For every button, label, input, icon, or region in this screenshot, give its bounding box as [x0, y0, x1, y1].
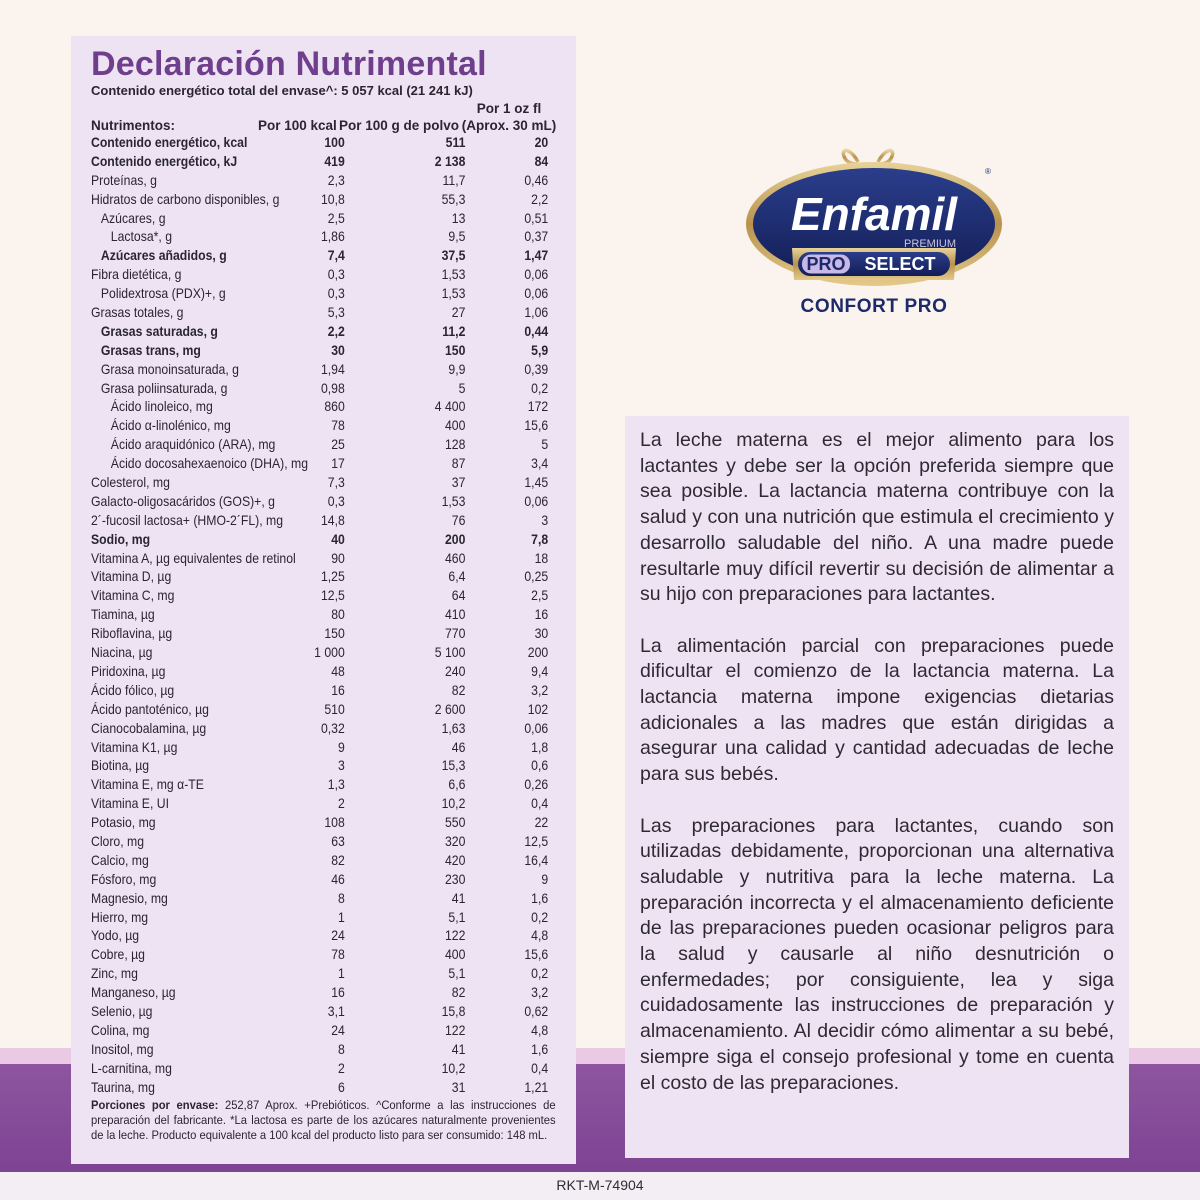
logo-brand: Enfamil: [790, 188, 958, 240]
value-per-100g: 6,6: [448, 777, 466, 793]
value-per-oz: 0,06: [524, 720, 549, 736]
nutrient-label: Grasas trans, mg: [100, 342, 201, 358]
value-per-100kcal: 30: [331, 342, 345, 358]
value-per-oz: 9,4: [531, 663, 549, 679]
value-per-oz: 15,6: [524, 418, 549, 434]
value-per-100g: 2 600: [434, 701, 466, 717]
nutrient-row: [91, 682, 564, 701]
nutrient-label: Azúcares, g: [100, 210, 166, 226]
logo-graphic: [746, 140, 1008, 330]
value-per-100kcal: 1,94: [320, 361, 345, 377]
value-per-100kcal: 12,5: [320, 588, 345, 604]
nutrient-label: Hidratos de carbono disponibles, g: [91, 191, 280, 207]
header-per-100kcal: Por 100 kcal: [258, 118, 337, 133]
value-per-100g: 10,2: [441, 1060, 466, 1076]
nutrient-row: [91, 266, 564, 285]
breastfeeding-notice: [625, 416, 1129, 1158]
nutrient-label: Proteínas, g: [91, 172, 157, 188]
value-per-oz: 2,5: [531, 588, 549, 604]
value-per-100kcal: 40: [331, 531, 345, 547]
nutrient-row: [91, 890, 564, 909]
nutrient-label: Riboflavina, µg: [91, 626, 173, 642]
value-per-oz: 0,2: [531, 909, 549, 925]
value-per-oz: 12,5: [524, 833, 549, 849]
value-per-100kcal: 78: [331, 418, 345, 434]
value-per-oz: 0,4: [531, 1060, 549, 1076]
header-per-100g: Por 100 g de polvo: [339, 118, 460, 133]
nutrient-row: [91, 417, 564, 436]
nutrient-row: [91, 644, 564, 663]
value-per-oz: 0,6: [531, 758, 549, 774]
footnote-bold: Porciones por envase:: [91, 1097, 219, 1112]
nutrient-label: Vitamina K1, µg: [91, 739, 178, 755]
value-per-oz: 0,44: [524, 323, 549, 339]
nutrient-row: [91, 285, 564, 304]
nutrient-row: [91, 134, 564, 153]
value-per-100kcal: 46: [331, 871, 345, 887]
nutrient-row: [91, 512, 564, 531]
value-per-oz: 0,06: [524, 286, 549, 302]
nutrient-label: Biotina, µg: [91, 758, 150, 774]
value-per-oz: 1,06: [524, 305, 549, 321]
value-per-100g: 511: [445, 135, 466, 150]
nutrient-label: Piridoxina, µg: [91, 663, 166, 679]
logo-pro: PRO: [806, 254, 846, 274]
value-per-100kcal: 5,3: [327, 305, 345, 321]
value-per-100kcal: 1,3: [327, 777, 345, 793]
value-per-100g: 5 100: [434, 645, 466, 661]
nutrient-label: Colesterol, mg: [91, 475, 170, 491]
value-per-100g: 15,3: [441, 758, 466, 774]
value-per-100g: 200: [444, 531, 466, 547]
value-per-100kcal: 2,5: [327, 210, 345, 226]
value-per-oz: 0,62: [524, 1003, 549, 1019]
value-per-oz: 172: [527, 399, 549, 415]
value-per-oz: 1,21: [524, 1079, 549, 1095]
value-per-100kcal: 510: [324, 701, 345, 717]
nutrient-row: [91, 380, 564, 399]
nutrient-row: [91, 493, 564, 512]
value-per-100kcal: 25: [331, 437, 345, 453]
nutrient-row: [91, 172, 564, 191]
nutrient-row: [91, 927, 564, 946]
nutrient-row: [91, 701, 564, 720]
nutrient-label: Ácido α-linolénico, mg: [110, 418, 231, 434]
value-per-100kcal: 48: [331, 663, 345, 679]
nutrient-row: [91, 323, 564, 342]
nutrient-label: Hierro, mg: [91, 909, 149, 925]
nutrient-row: [91, 210, 564, 229]
nutrient-label: Ácido pantoténico, µg: [91, 701, 209, 717]
value-per-oz: 22: [534, 815, 549, 831]
value-per-100g: 2 138: [434, 153, 466, 169]
nutrient-label: Cobre, µg: [91, 947, 145, 963]
nutrient-label: Vitamina C, mg: [91, 588, 175, 604]
nutrient-label: Cianocobalamina, µg: [91, 720, 207, 736]
nutrient-label: Contenido energético, kJ: [91, 153, 238, 169]
value-per-oz: 0,26: [524, 777, 549, 793]
value-per-100kcal: 7,3: [327, 475, 345, 491]
nutrient-row: [91, 531, 564, 550]
nutrient-label: Sodio, mg: [91, 531, 151, 547]
header-per-oz-line2: (Aprox. 30 mL): [461, 118, 557, 133]
value-per-100kcal: 2: [337, 796, 345, 812]
nutrient-row: [91, 1041, 564, 1060]
value-per-100g: 320: [444, 833, 466, 849]
value-per-100kcal: 0,3: [327, 493, 345, 509]
logo-premium: PREMIUM: [904, 238, 956, 250]
value-per-100kcal: 14,8: [320, 512, 345, 528]
nutrient-label: Grasa poliinsaturada, g: [100, 380, 228, 396]
value-per-oz: 84: [534, 153, 549, 169]
value-per-100kcal: 10,8: [320, 191, 345, 207]
logo-select: SELECT: [864, 254, 936, 274]
value-per-oz: 3,4: [531, 456, 549, 472]
value-per-100kcal: 17: [331, 456, 345, 472]
value-per-100g: 400: [444, 418, 466, 434]
nutrient-label: Cloro, mg: [91, 833, 145, 849]
value-per-100g: 55,3: [441, 191, 466, 207]
value-per-oz: 18: [534, 550, 549, 566]
value-per-oz: 1,6: [531, 890, 549, 906]
enfamil-logo: [746, 140, 1008, 330]
value-per-100kcal: 16: [331, 682, 345, 698]
value-per-oz: 1,47: [524, 248, 549, 264]
nutrient-row: [91, 663, 564, 682]
nutrient-label: Grasas totales, g: [91, 305, 184, 321]
value-per-oz: 20: [534, 135, 549, 150]
value-per-100g: 13: [451, 210, 466, 226]
nutrient-label: Grasas saturadas, g: [100, 323, 218, 339]
nutrient-label: Vitamina E, mg α-TE: [91, 777, 204, 793]
nutrient-label: Inositol, mg: [91, 1041, 154, 1057]
nutrient-row: [91, 550, 564, 569]
nutrient-row: [91, 153, 564, 172]
value-per-100g: 4 400: [434, 399, 466, 415]
value-per-oz: 15,6: [524, 947, 549, 963]
value-per-oz: 0,46: [524, 172, 549, 188]
header-nutrients: Nutrimentos:: [91, 118, 175, 133]
value-per-100g: 1,53: [441, 493, 466, 509]
nutrient-row: [91, 1060, 564, 1079]
value-per-100g: 5,1: [448, 966, 466, 982]
nutrient-row: [91, 247, 564, 266]
nutrient-label: L-carnitina, mg: [91, 1060, 172, 1076]
nutrient-row: [91, 739, 564, 758]
value-per-100g: 11,7: [442, 172, 466, 188]
value-per-100kcal: 90: [331, 550, 345, 566]
value-per-oz: 0,37: [524, 229, 549, 245]
value-per-100kcal: 78: [331, 947, 345, 963]
value-per-oz: 0,2: [531, 966, 549, 982]
nutrient-label: Galacto-oligosacáridos (GOS)+, g: [91, 493, 275, 509]
value-per-100kcal: 6: [337, 1079, 345, 1095]
value-per-100g: 15,8: [441, 1003, 466, 1019]
value-per-oz: 16: [534, 607, 549, 623]
value-per-oz: 0,4: [531, 796, 549, 812]
nutrient-label: Ácido linoleico, mg: [110, 399, 213, 415]
header-per-oz-line1: Por 1 oz fl: [476, 101, 542, 116]
value-per-100g: 460: [444, 550, 466, 566]
nutrient-label: Manganeso, µg: [91, 985, 176, 1001]
value-per-oz: 0,51: [524, 210, 549, 226]
nutrient-label: Potasio, mg: [91, 815, 156, 831]
nutrient-row: [91, 361, 564, 380]
value-per-100g: 31: [451, 1079, 466, 1095]
total-energy-line: Contenido energético total del envase^: 5 057 kcal (21 241 kJ): [91, 83, 473, 98]
value-per-100g: 1,53: [441, 286, 466, 302]
nutrient-label: Polidextrosa (PDX)+, g: [100, 286, 226, 302]
nutrient-label: Fibra dietética, g: [91, 267, 182, 283]
notice-paragraph-2: La alimentación parcial con preparaciones puede dificultar el comienzo de la lactancia materna. La lactancia materna impone exigencias dietarias adicionales a las madres que están dirigidas a asegurar una calidad y cantidad adecuadas de leche para sus bebés.: [640, 634, 1114, 786]
nutrient-row: [91, 625, 564, 644]
nutrient-row: [91, 871, 564, 890]
nutrient-row: [91, 984, 564, 1003]
nutrient-row: [91, 455, 564, 474]
value-per-100g: 1,53: [441, 267, 466, 283]
nutrient-row: [91, 1022, 564, 1041]
value-per-100kcal: 2,2: [327, 323, 345, 339]
value-per-oz: 1,6: [531, 1041, 549, 1057]
value-per-oz: 5,9: [531, 342, 549, 358]
value-per-100g: 122: [444, 928, 466, 944]
nutrient-row: [91, 474, 564, 493]
value-per-100g: 420: [444, 852, 466, 868]
value-per-100kcal: 1,86: [320, 229, 345, 245]
value-per-100kcal: 16: [331, 985, 345, 1001]
nutrient-row: [91, 795, 564, 814]
value-per-oz: 2,2: [531, 191, 549, 207]
footnote-text: 252,87 Aprox. +Prebióticos. ^Conforme a las instrucciones de preparación del fabricante. *La lactosa es parte de los azúcares naturalmente provenientes de la leche. Producto equivalente a 100 kcal del producto listo para ser consumido: 148 mL.: [91, 1097, 556, 1142]
notice-paragraph-1: La leche materna es el mejor alimento para los lactantes y debe ser la opción preferida siempre que sea posible. La lactancia materna contribuye con la salud y con una nutrición que estimula el crecimiento y desarrollo saludable del niño. A una madre puede resultarle muy difícil revertir su decisión de alimentar a su hijo con preparaciones para lactantes.: [640, 429, 1114, 606]
value-per-oz: 102: [527, 701, 549, 717]
value-per-oz: 0,06: [524, 493, 549, 509]
footnote: [91, 1098, 556, 1143]
value-per-100kcal: 8: [337, 890, 345, 906]
value-per-100kcal: 8: [337, 1041, 345, 1057]
value-per-oz: 0,39: [524, 361, 549, 377]
value-per-oz: 7,8: [531, 531, 549, 547]
value-per-oz: 5: [541, 437, 549, 453]
value-per-100kcal: 0,98: [320, 380, 345, 396]
logo-subline: CONFORT PRO: [800, 296, 948, 317]
value-per-100g: 5,1: [448, 909, 466, 925]
product-code: RKT-M-74904: [556, 1177, 644, 1193]
value-per-100kcal: 1,25: [320, 569, 345, 585]
value-per-100g: 770: [444, 626, 466, 642]
nutrient-label: Ácido docosahexaenoico (DHA), mg: [110, 456, 309, 472]
nutrient-label: Calcio, mg: [91, 852, 149, 868]
value-per-100g: 150: [444, 342, 466, 358]
value-per-oz: 3,2: [531, 682, 549, 698]
value-per-oz: 9: [541, 871, 549, 887]
nutrient-label: Vitamina D, µg: [91, 569, 172, 585]
value-per-100g: 550: [444, 815, 466, 831]
nutrient-label: Ácido fólico, µg: [91, 682, 175, 698]
nutrient-table: [91, 134, 564, 1098]
value-per-100kcal: 0,3: [327, 286, 345, 302]
value-per-100kcal: 24: [331, 1022, 345, 1038]
nutrient-row: [91, 720, 564, 739]
value-per-100kcal: 24: [331, 928, 345, 944]
registered-mark: ®: [985, 167, 991, 176]
value-per-oz: 3: [541, 512, 549, 528]
value-per-100kcal: 0,32: [320, 720, 345, 736]
value-per-100g: 76: [451, 512, 466, 528]
value-per-100kcal: 63: [331, 833, 345, 849]
nutrient-row: [91, 814, 564, 833]
nutrient-label: Zinc, mg: [91, 966, 138, 982]
value-per-100g: 9,9: [448, 361, 466, 377]
nutrient-label: Yodo, µg: [91, 928, 140, 944]
nutrient-row: [91, 776, 564, 795]
value-per-100kcal: 2,3: [327, 172, 345, 188]
value-per-100g: 122: [444, 1022, 466, 1038]
nutrient-row: [91, 304, 564, 323]
nutrient-label: Tiamina, µg: [91, 607, 155, 623]
value-per-100kcal: 3: [337, 758, 345, 774]
value-per-100kcal: 150: [324, 626, 345, 642]
value-per-100g: 128: [444, 437, 466, 453]
value-per-100kcal: 80: [331, 607, 345, 623]
nutrient-row: [91, 228, 564, 247]
nutrient-row: [91, 852, 564, 871]
value-per-oz: 4,8: [531, 928, 549, 944]
nutrient-label: Lactosa*, g: [110, 229, 173, 245]
value-per-oz: 1,45: [524, 475, 549, 491]
value-per-100g: 82: [451, 682, 466, 698]
value-per-100kcal: 82: [331, 852, 345, 868]
value-per-oz: 200: [527, 645, 549, 661]
value-per-100kcal: 7,4: [327, 248, 345, 264]
nutrient-row: [91, 568, 564, 587]
value-per-100g: 5: [458, 380, 466, 396]
nutrient-label: 2´-fucosil lactosa+ (HMO-2´FL), mg: [91, 512, 284, 528]
value-per-100g: 27: [451, 305, 466, 321]
nutrient-row: [91, 436, 564, 455]
value-per-100g: 87: [451, 456, 466, 472]
value-per-oz: 1,8: [531, 739, 549, 755]
value-per-100g: 37: [451, 475, 466, 491]
value-per-100kcal: 1: [337, 909, 345, 925]
value-per-100kcal: 1: [337, 966, 345, 982]
value-per-100g: 41: [451, 890, 466, 906]
nutrient-row: [91, 191, 564, 210]
value-per-oz: 0,06: [524, 267, 549, 283]
nutrient-label: Magnesio, mg: [91, 890, 168, 906]
value-per-100g: 46: [451, 739, 466, 755]
nutrient-label: Azúcares añadidos, g: [100, 248, 227, 264]
nutrient-row: [91, 1003, 564, 1022]
value-per-100g: 9,5: [448, 229, 466, 245]
value-per-100kcal: 9: [337, 739, 345, 755]
nutrient-label: Fósforo, mg: [91, 871, 157, 887]
value-per-100g: 400: [444, 947, 466, 963]
notice-paragraph-3: Las preparaciones para lactantes, cuando son utilizadas debidamente, proporcionan una alternativa saludable y nutritiva para la leche materna. La preparación incorrecta y el almacenamiento deficiente de las preparaciones pueden ocasionar peligros para la salud y causarle al niño desnutrición o enfermedades; por consiguiente, lea y siga cuidadosamente las instrucciones de preparación y almacenamiento. Al decidir cómo alimentar a su bebé, siempre siga el consejo profesional y tome en cuenta el costo de las preparaciones.: [640, 814, 1114, 1094]
value-per-100kcal: 108: [324, 815, 345, 831]
value-per-100g: 1,63: [441, 720, 466, 736]
nutrient-row: [91, 757, 564, 776]
value-per-oz: 16,4: [524, 852, 549, 868]
value-per-100g: 240: [444, 663, 466, 679]
value-per-oz: 3,2: [531, 985, 549, 1001]
value-per-100kcal: 100: [324, 135, 345, 150]
nutrient-row: [91, 833, 564, 852]
nutrient-row: [91, 909, 564, 928]
value-per-100kcal: 860: [324, 399, 345, 415]
nutrient-row: [91, 1079, 564, 1098]
nutrient-label: Grasa monoinsaturada, g: [100, 361, 239, 377]
value-per-100kcal: 3,1: [327, 1003, 345, 1019]
nutrient-label: Niacina, µg: [91, 645, 153, 661]
nutrient-label: Vitamina E, UI: [91, 796, 169, 812]
nutrient-row: [91, 342, 564, 361]
nutrient-row: [91, 946, 564, 965]
value-per-100kcal: 419: [324, 153, 345, 169]
nutrient-label: Vitamina A, µg equivalentes de retinol: [91, 550, 296, 566]
value-per-100g: 230: [444, 871, 466, 887]
value-per-oz: 4,8: [531, 1022, 549, 1038]
nutrient-row: [91, 965, 564, 984]
value-per-100g: 64: [451, 588, 466, 604]
value-per-100g: 6,4: [448, 569, 466, 585]
value-per-100g: 410: [444, 607, 466, 623]
value-per-100g: 37,5: [441, 248, 466, 264]
value-per-100kcal: 1 000: [314, 645, 345, 661]
panel-title: Declaración Nutrimental: [91, 45, 487, 83]
nutrient-row: [91, 606, 564, 625]
nutrient-label: Taurina, mg: [91, 1079, 155, 1095]
value-per-100kcal: 2: [337, 1060, 345, 1076]
value-per-100g: 10,2: [441, 796, 466, 812]
nutrient-label: Selenio, µg: [91, 1003, 153, 1019]
nutrient-label: Colina, mg: [91, 1022, 150, 1038]
nutrient-label: Ácido araquidónico (ARA), mg: [110, 437, 276, 453]
value-per-100g: 41: [451, 1041, 466, 1057]
value-per-100g: 82: [451, 985, 466, 1001]
nutrition-panel: [71, 36, 576, 1164]
value-per-oz: 0,25: [524, 569, 549, 585]
value-per-100kcal: 0,3: [327, 267, 345, 283]
table-header: [91, 98, 564, 134]
value-per-oz: 30: [534, 626, 549, 642]
nutrient-row: [91, 587, 564, 606]
value-per-100g: 11,2: [442, 323, 466, 339]
nutrient-label: Contenido energético, kcal: [91, 135, 248, 150]
value-per-oz: 0,2: [531, 380, 549, 396]
nutrient-row: [91, 398, 564, 417]
